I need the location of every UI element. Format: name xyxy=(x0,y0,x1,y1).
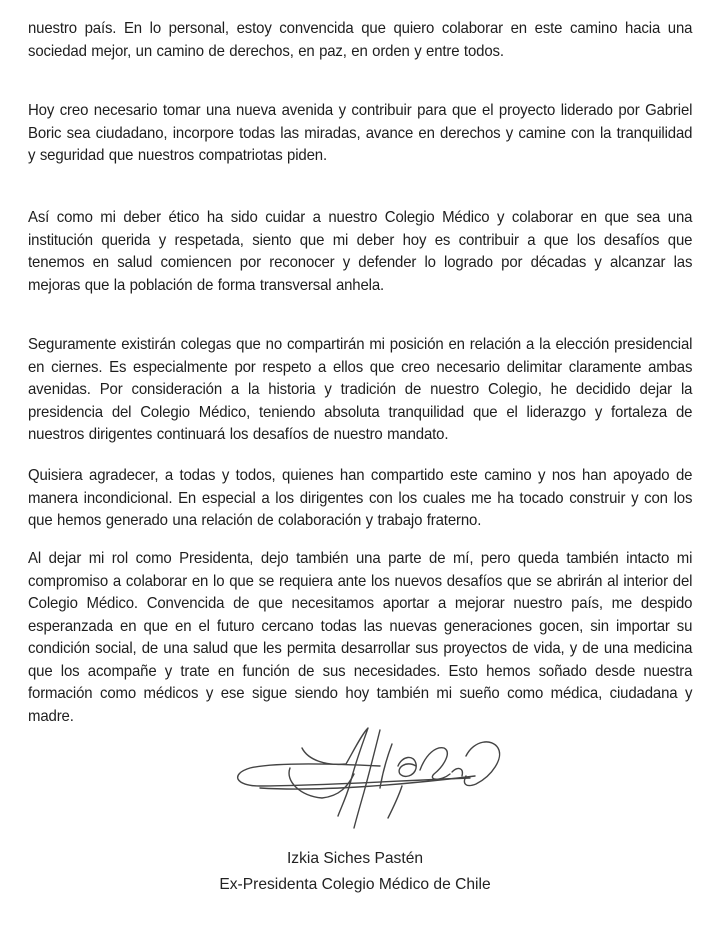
paragraph-6: Al dejar mi rol como Presidenta, dejo también una parte de mí, pero queda también intacto mi compromiso a colaborar en lo que se requiera ante los nuevos desafíos que se abrirán al interior del Colegio Médico. Convencida de que necesitamos aportar a mejorar nuestro país, me despido esperanzada en que en el futuro cercano todas las nuevas generaciones gocen, sin importar su condición social, de una salud que les permita desarrollar sus proyectos de vida, y de una medicina que los acompañe y trate en función de sus necesidades. Esto hemos soñado desde nuestra formación como médicos y ese sigue siendo hoy también mi sueño como médica, ciudadana y madre. xyxy=(28,550,693,725)
signer-title: Ex-Presidenta Colegio Médico de Chile xyxy=(219,876,491,893)
paragraph-4: Seguramente existirán colegas que no compartirán mi posición en relación a la elección presidencial en ciernes. Es especialmente por respeto a ellos que creo necesario delimitar claramente ambas avenidas. Por consideración a la historia y tradición de nuestro Colegio, he decidido dejar la presidencia del Colegio Médico, teniendo absoluta tranquilidad que el liderazgo y fortaleza de nuestros dirigentes continuará los desafíos de nuestro mandato. xyxy=(28,336,693,443)
paragraph-2: Hoy creo necesario tomar una nueva avenida y contribuir para que el proyecto liderado por Gabriel Boric sea ciudadano, incorpore todas las miradas, avance en derechos y camine con la tranquilidad y seguridad que nuestros compatriotas piden. xyxy=(28,102,693,164)
signature-block xyxy=(0,846,720,898)
handwritten-signature-icon xyxy=(230,726,510,836)
paragraph-5: Quisiera agradecer, a todas y todos, quienes han compartido este camino y nos han apoyado de manera incondicional. En especial a los dirigentes con los cuales me ha tocado construir y con los que hemos generado una relación de colaboración y trabajo fraterno. xyxy=(28,467,693,529)
paragraph-1: nuestro país. En lo personal, estoy convencida que quiero colaborar en este camino hacia una sociedad mejor, un camino de derechos, en paz, en orden y entre todos. xyxy=(28,20,693,60)
paragraph-3: Así como mi deber ético ha sido cuidar a nuestro Colegio Médico y colaborar en que sea una institución querida y respetada, siento que mi deber hoy es contribuir a que los desafíos que tenemos en salud comiencen por reconocer y defender lo logrado por décadas y alcanzar las mejoras que la población de forma transversal anhela. xyxy=(28,209,693,294)
signer-name: Izkia Siches Pastén xyxy=(286,850,424,867)
